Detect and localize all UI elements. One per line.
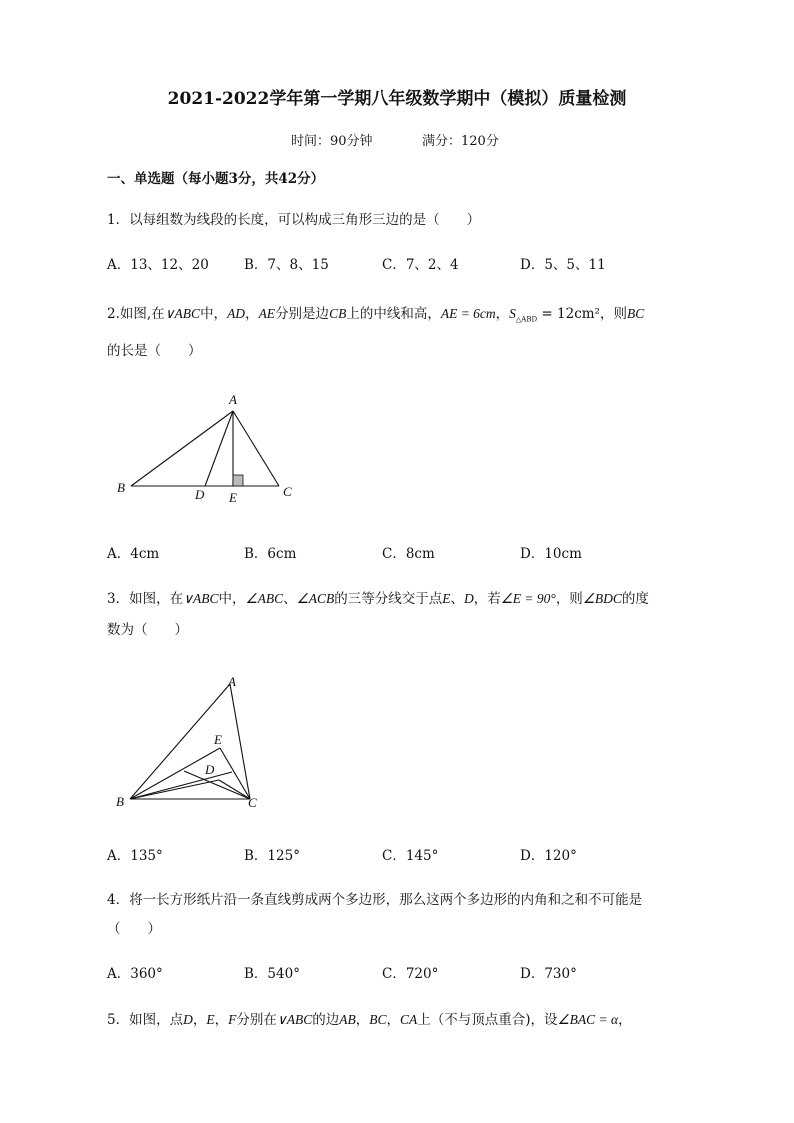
q3-option-c: C．145° (382, 848, 439, 864)
question-2: 2.如图,在∨ABC中，AD，AE分别是边CB上的中线和高，AE = 6cm，$S_{\triangle ABD} = 12cm^2$，则BC (107, 306, 645, 324)
page-title: 2021-2022学年第一学期八年级数学期中（模拟）质量检测 (167, 89, 627, 109)
q2-option-d: D．10cm (520, 546, 582, 562)
q3-option-d: D．120° (520, 848, 577, 864)
q3-label-e: E (214, 732, 222, 747)
question-3-line-2: 数为（ ） (107, 622, 188, 638)
q3-option-a: A．135° (107, 848, 163, 864)
question-3: 3．如图，在∨ABC中，∠ABC、∠ACB的三等分线交于点E、D，若∠E = 90°，则∠BDC的度 (107, 591, 649, 607)
q2-option-b: B．6cm (244, 546, 297, 562)
q3-triangle-figure (100, 668, 280, 813)
question-5: 5．如图，点D，E，F分别在∨ABC的边AB，BC，CA上（不与顶点重合)，设∠BAC = α， (107, 1012, 632, 1028)
q2-option-c: C．8cm (382, 546, 435, 562)
q2-triangle-figure (100, 380, 320, 510)
q4-option-b: B．540° (244, 966, 300, 982)
q2-label-e: E (229, 490, 237, 505)
q3-label-a: A (228, 674, 236, 689)
q3-label-c: C (248, 795, 257, 810)
q2-label-b: B (117, 480, 125, 495)
q4-option-a: A．360° (107, 966, 163, 982)
q3-label-b: B (116, 794, 124, 809)
q2-label-a: A (229, 392, 237, 407)
q2-option-a: A．4cm (107, 546, 160, 562)
exam-time: 时间：90分钟 (291, 134, 373, 149)
q1-option-b: B．7、8、15 (244, 257, 329, 273)
question-2-line-2: 的长是（ ） (107, 343, 202, 359)
q1-option-d: D．5、5、11 (520, 257, 606, 273)
question-1: 1．以每组数为线段的长度，可以构成三角形三边的是（ ） (107, 212, 481, 228)
q1-option-c: C．7、2、4 (382, 257, 459, 273)
q3-label-d: D (205, 762, 215, 777)
question-4: 4．将一长方形纸片沿一条直线剪成两个多边形，那么这两个多边形的内角和之和不可能是 (107, 892, 643, 908)
q4-option-c: C．720° (382, 966, 439, 982)
q4-option-d: D．730° (520, 966, 577, 982)
q2-label-d: D (195, 487, 205, 502)
q2-label-c: C (283, 484, 292, 499)
q3-option-b: B．125° (244, 848, 300, 864)
q1-option-a: A．13、12、20 (107, 257, 209, 273)
question-4-line-2: （ ） (107, 921, 161, 937)
section-heading: 一、单选题（每小题3分，共42分） (107, 171, 325, 187)
exam-score: 满分：120分 (422, 134, 499, 149)
